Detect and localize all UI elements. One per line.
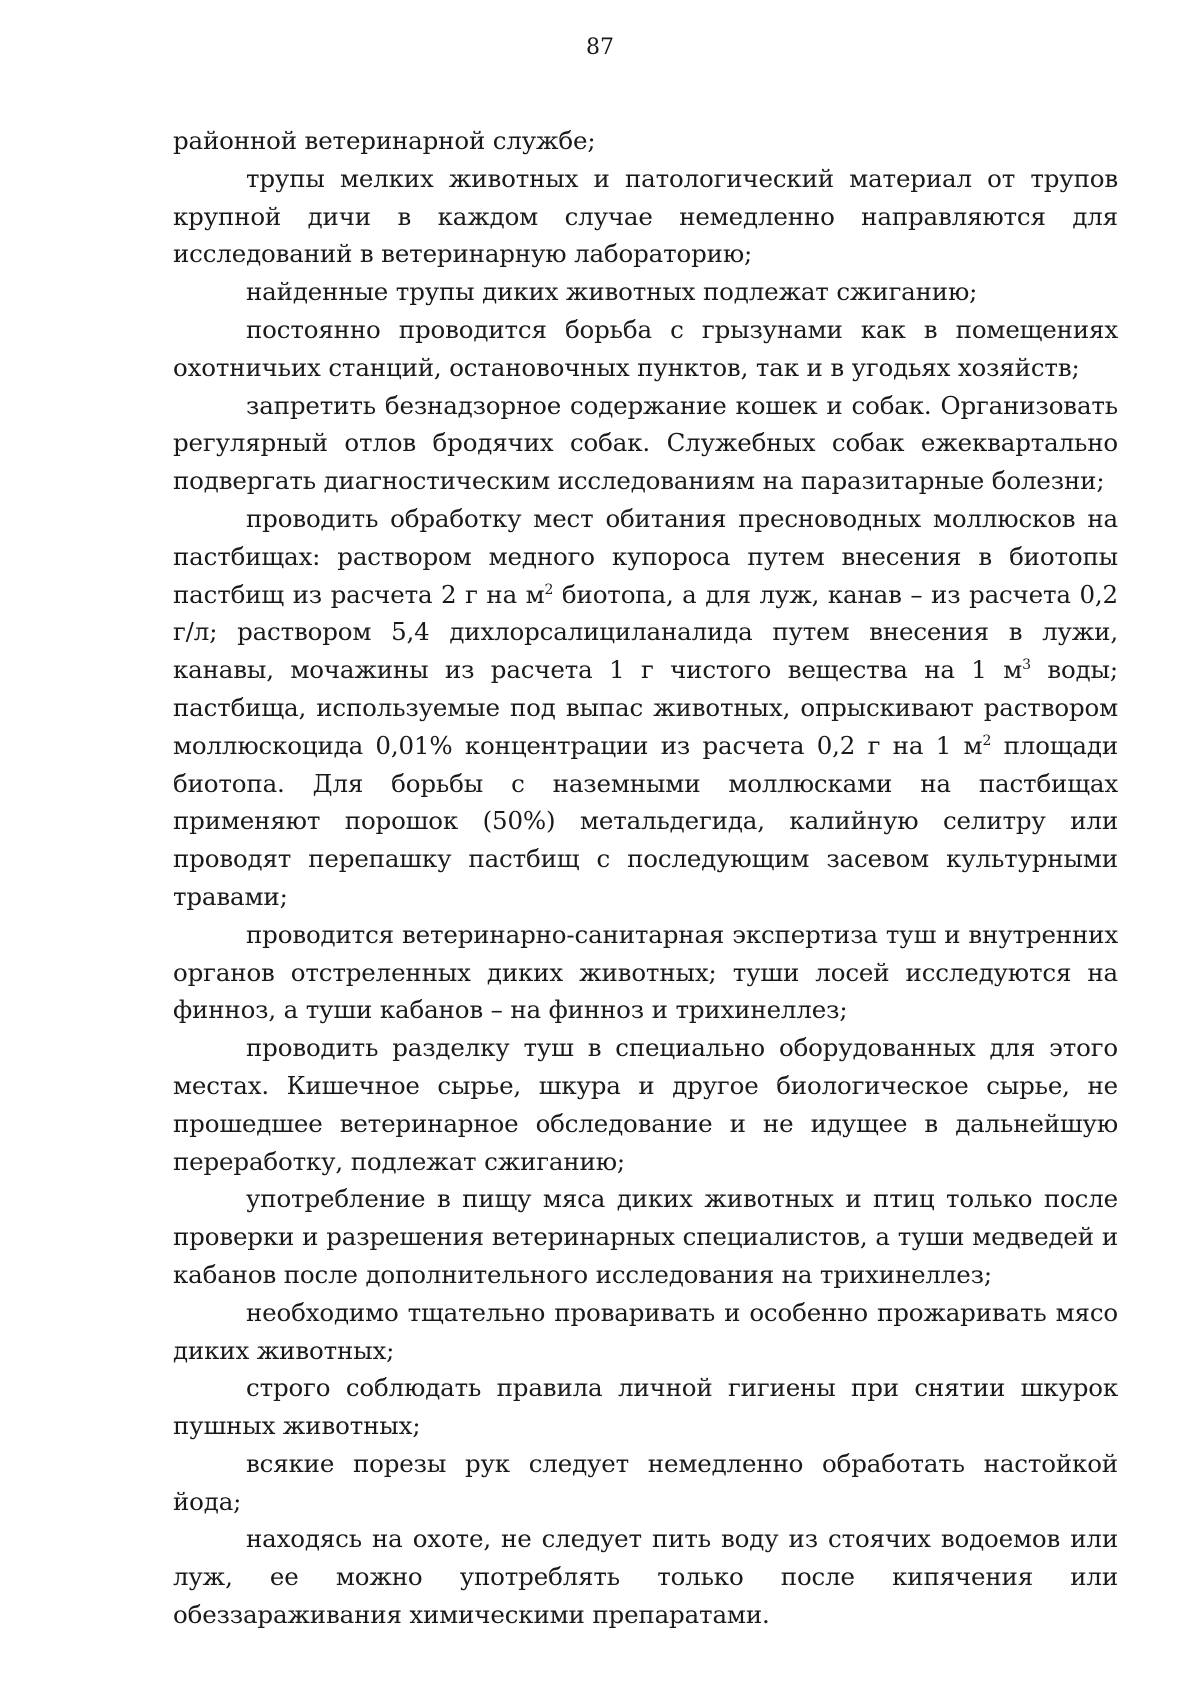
document-body [173, 122, 1118, 1634]
paragraph-continuation [173, 122, 1118, 160]
paragraph [173, 387, 1118, 500]
superscript: 2 [982, 732, 992, 749]
paragraph-text: проводится ветеринарно-санитарная экспертиза туш и внутренних органов отстреленных диких животных; туши лосей исследуются на финноз, а туши кабанов – на финноз и трихинеллез; [173, 919, 1118, 1025]
paragraph-text: площади биотопа. Для борьбы с наземными моллюсками на пастбищах применяют порошок (50%) метальдегида, калийную селитру или проводят перепашку пастбищ с последующим засевом культурными травами; [173, 730, 1119, 911]
paragraph-text: строго соблюдать правила личной гигиены при снятии шкурок пушных животных; [173, 1373, 1118, 1441]
page-number: 87 [586, 35, 614, 60]
paragraph-text: находясь на охоте, не следует пить воду из стоячих водоемов или луж, ее можно употреблять только после кипячения или обеззараживания химическими препаратами. [173, 1524, 1118, 1630]
superscript: 3 [1022, 657, 1031, 674]
paragraph-text: употребление в пищу мяса диких животных и птиц только после проверки и разрешения ветеринарных специалистов, а туши медведей и кабанов после дополнительного исследования на трихинеллез; [173, 1184, 1118, 1289]
paragraph [173, 1029, 1118, 1180]
paragraph [173, 1369, 1118, 1445]
paragraph-text: всякие порезы рук следует немедленно обработать настойкой йода; [173, 1448, 1118, 1516]
paragraph-text: необходимо тщательно проваривать и особенно прожаривать мясо диких животных; [173, 1297, 1118, 1365]
paragraph-text: постоянно проводится борьба с грызунами как в помещениях охотничьих станций, остановочных пунктов, так и в угодьях хозяйств; [173, 314, 1118, 382]
paragraph [173, 273, 1118, 311]
superscript: 2 [544, 581, 554, 598]
paragraph [173, 1294, 1118, 1370]
paragraph [173, 1520, 1118, 1633]
paragraph [173, 311, 1118, 387]
paragraph-text: запретить безнадзорное содержание кошек и собак. Организовать регулярный отлов бродячих собак. Служебных собак ежеквартально подвергать диагностическим исследованиям на паразитарные болезни; [173, 390, 1118, 496]
paragraph-text: биотопа, а для луж, канав – из расчета 0,2 г/л; раствором 5,4 дихлорсалициланалида путем внесения в лужи, канавы, мочажины из расчета 1 г чистого вещества на 1 м [173, 579, 1118, 685]
paragraph [173, 1180, 1118, 1293]
paragraph-text: проводить обработку мест обитания пресноводных моллюсков на пастбищах: раствором медного купороса путем внесения в биотопы пастбищ из расчета 2 г на м [173, 503, 1118, 609]
paragraph [173, 1445, 1118, 1521]
paragraph-text: районной ветеринарной службе; [173, 126, 596, 155]
paragraph-text: воды; пастбища, используемые под выпас животных, опрыскивают раствором моллюскоцида 0,01% концентрации из расчета 0,2 г на 1 м [173, 655, 1118, 760]
paragraph-with-superscripts [173, 500, 1118, 916]
paragraph [173, 916, 1118, 1029]
paragraph-text: трупы мелких животных и патологический материал от трупов крупной дичи в каждом случае немедленно направляются для исследований в ветеринарную лабораторию; [173, 163, 1118, 269]
paragraph [173, 160, 1118, 273]
paragraph-text: проводить разделку туш в специально оборудованных для этого местах. Кишечное сырье, шкура и другое биологическое сырье, не прошедшее ветеринарное обследование и не идущее в дальнейшую переработку, подлежат сжиганию; [173, 1033, 1118, 1176]
paragraph-text: найденные трупы диких животных подлежат сжиганию; [246, 277, 978, 307]
